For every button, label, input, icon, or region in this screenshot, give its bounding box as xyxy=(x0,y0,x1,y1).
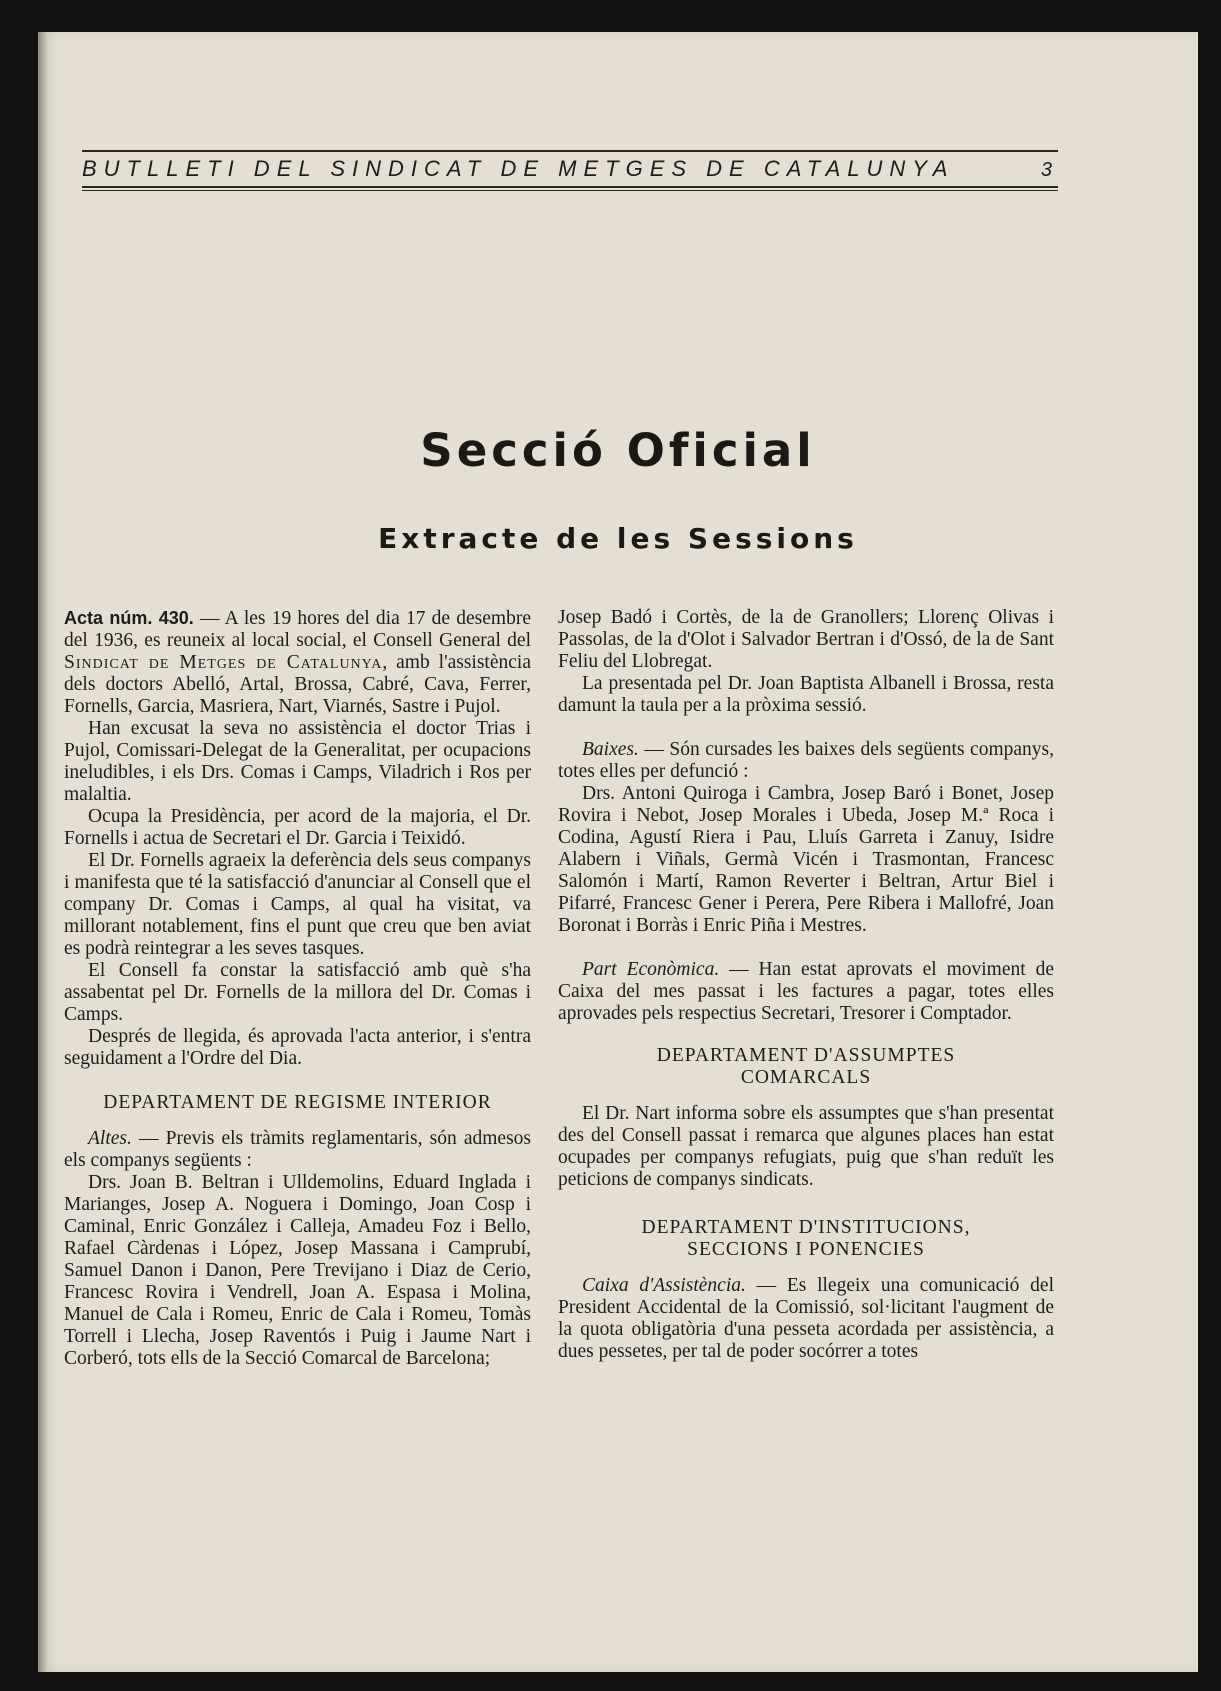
dept-heading-comarcals xyxy=(558,1045,1054,1089)
acta-text-a: — A les 19 hores del dia 17 de desembre del 1936, es reuneix al local social, el Consell General del xyxy=(64,608,531,651)
caixa-text: — Es llegeix una comunicació del President Accidental de la Comissió, sol·licitant l'augment de la quota obligatòria d'una pesseta acordada per assistència, a dues pessetes, per tal de poder socórrer a totes xyxy=(558,1275,1054,1362)
dept2-line2: COMARCALS xyxy=(740,1067,872,1088)
spacer xyxy=(558,937,1054,959)
paragraph-economica xyxy=(558,959,1054,1025)
running-header xyxy=(82,150,1058,191)
paragraph-acta xyxy=(64,607,531,718)
altes-text: — Previs els tràmits reglamentaris, són admesos els companys següents : xyxy=(64,1128,531,1171)
paragraph-continuation: Josep Badó i Cortès, de la de Granollers; Llorenç Olivas i Passolas, de la d'Olot i Salvador Bertran i d'Ossó, de la de Sant Feliu del Llobregat. xyxy=(558,607,1054,672)
paragraph-albanell: La presentada pel Dr. Joan Baptista Albanell i Brossa, resta damunt la taula per a la pròxima sessió. xyxy=(558,673,1054,716)
section-subtitle: Extracte de les Sessions xyxy=(378,522,858,555)
paragraph-acta-aprovada: Després de llegida, és aprovada l'acta anterior, i s'entra seguidament a l'Ordre del Dia. xyxy=(64,1026,531,1069)
page-edge-shadow xyxy=(38,32,48,1672)
dept3-line2: SECCIONS I PONENCIES xyxy=(687,1239,925,1260)
left-column xyxy=(64,607,531,1370)
paragraph-baixes xyxy=(558,739,1054,783)
journal-title: BUTLLETI DEL SINDICAT DE METGES DE CATALUNYA xyxy=(82,156,955,181)
paragraph-baixes-list: Drs. Antoni Quiroga i Cambra, Josep Baró i Bonet, Josep Rovira i Nebot, Josep Morales i Ubeda, Josep M.ª Roca i Codina, Agustí Riera i Pau, Lluís Garreta i Zanuy, Isidre Alabern i Viñals, Germà Vicén i Trasmontan, Francesc Salomón i Martí, Ramon Reverter i Beltran, Artur Biel i Pifarré, Francesc Gener i Perera, Pere Ribera i Mallofré, Joan Boronat i Borràs i Enric Piña i Mestres. xyxy=(558,783,1054,936)
altes-label: Altes. xyxy=(88,1128,132,1149)
dept-heading-regisme: DEPARTAMENT DE REGISME INTERIOR xyxy=(103,1092,492,1113)
document-page xyxy=(38,32,1198,1672)
paragraph-consell: El Consell fa constar la satisfacció amb què s'ha assabentat pel Dr. Fornells de la millora del Dr. Comas i Camps. xyxy=(64,960,531,1025)
dept2-line1: DEPARTAMENT D'ASSUMPTES xyxy=(656,1045,956,1066)
econ-label: Part Econòmica. xyxy=(582,959,720,980)
paragraph-altes xyxy=(64,1128,531,1172)
paragraph-altes-list: Drs. Joan B. Beltran i Ulldemolins, Eduard Inglada i Marianges, Josep A. Noguera i Domingo, Joan Cosp i Caminal, Enric González i Calleja, Amadeu Foz i Bello, Rafael Càrdenas i López, Josep Massana i Camprubí, Samuel Danon i Danon, Pere Trevijano i Diaz de Cerio, Francesc Rovira i Vendrell, Joan A. Espasa i Molina, Manuel de Cala i Romeu, Enric de Cala i Romeu, Tomàs Torrell i Llecha, Josep Raventós i Puig i Jaume Nart i Corberó, tots ells de la Secció Comarcal de Barcelona; xyxy=(64,1172,531,1369)
header-rule-bottom-thin xyxy=(82,190,1058,191)
spacer xyxy=(558,717,1054,739)
section-title: Secció Oficial xyxy=(420,424,816,477)
paragraph-nart: El Dr. Nart informa sobre els assumptes que s'han presentat des del Consell passat i remarca que algunes places han estat ocupades per companys refugiats, puig que s'han reduït les peticions de companys sindicats. xyxy=(558,1103,1054,1190)
baixes-label: Baixes. xyxy=(582,739,639,760)
dept-heading-institucions xyxy=(558,1217,1054,1261)
paragraph-excusats: Han excusat la seva no assistència el doctor Trias i Pujol, Comissari-Delegat de la Generalitat, per ocupacions ineludibles, i els Drs. Comas i Camps, Viladrich i Ros per malaltia. xyxy=(64,718,531,805)
paragraph-fornells: El Dr. Fornells agraeix la deferència dels seus companys i manifesta que té la satisfacció d'anunciar al Consell que el company Dr. Comas i Camps, al qual ha visitat, va millorant notablement, fins el punt que creu que ben aviat es podrà reintegrar a les seves tasques. xyxy=(64,850,531,959)
baixes-text: — Són cursades les baixes dels següents companys, totes elles per defunció : xyxy=(558,739,1054,782)
right-column xyxy=(558,607,1054,1363)
acta-number: Acta núm. 430. xyxy=(64,608,194,628)
paragraph-caixa xyxy=(558,1275,1054,1363)
econ-text: — Han estat aprovats el moviment de Caixa del mes passat i les factures a pagar, totes elles aprovades pels respectius Secretari, Tresorer i Comptador. xyxy=(558,959,1055,1024)
header-row xyxy=(82,152,1058,186)
dept3-line1: DEPARTAMENT D'INSTITUCIONS, xyxy=(641,1217,971,1238)
page-number: 3 xyxy=(1040,159,1052,181)
header-rule-bottom xyxy=(82,186,1058,188)
acta-text-b: , amb l'assistència dels doctors Abelló, Artal, Brossa, Cabré, Cava, Ferrer, Fornells, Garcia, Masriera, Nart, Viarnés, Sastre i Pujol. xyxy=(64,652,531,717)
caixa-label: Caixa d'Assistència. xyxy=(582,1275,746,1296)
organization-name: Sindicat de Metges de Catalunya xyxy=(64,652,383,673)
paragraph-presidencia: Ocupa la Presidència, per acord de la majoria, el Dr. Fornells i actua de Secretari el Dr. Garcia i Teixidó. xyxy=(64,806,531,849)
